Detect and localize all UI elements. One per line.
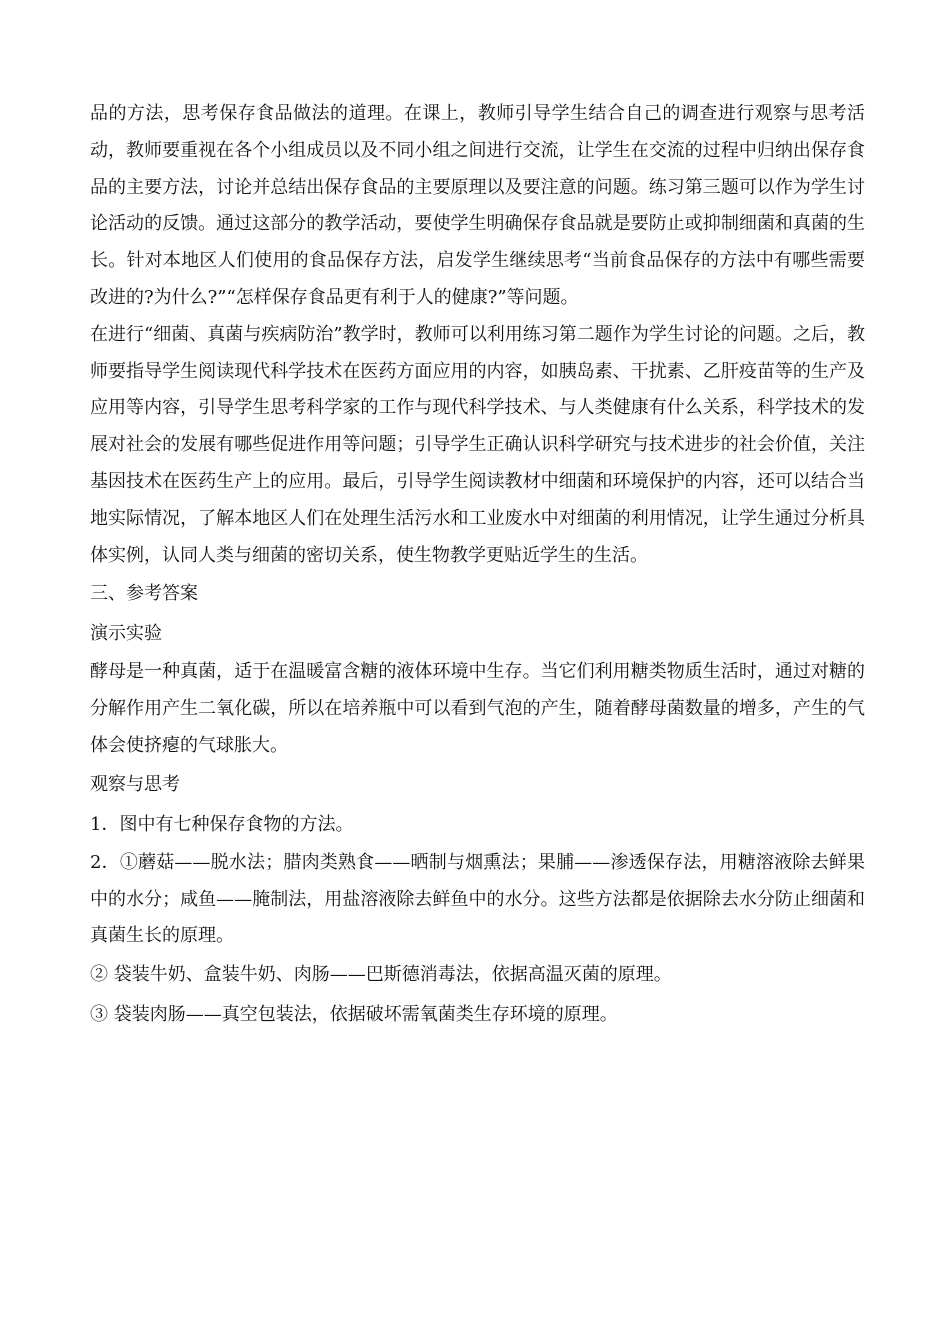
document-body [90, 96, 865, 1035]
answer-item-2-circle-3: ③ 袋装肉肠——真空包装法，依据破坏需氧菌类生存环境的原理。 [90, 1004, 618, 1026]
subheading-observe-and-think: 观察与思考 [90, 773, 180, 795]
section-heading-reference-answers: 三、参考答案 [90, 583, 198, 605]
paragraph-yeast-explanation: 酵母是一种真菌，适于在温暖富含糖的液体环境中生存。当它们利用糖类物质生活时，通过对糖的分解作用产生二氧化碳，所以在培养瓶中可以看到气泡的产生，随着酵母菌数量的增多，产生的气体会使挤瘪的气球胀大。 [90, 661, 865, 756]
answer-item-2: 2．①蘑菇——脱水法；腊肉类熟食——晒制与烟熏法；果脯——渗透保存法，用糖溶液除去鲜果中的水分；咸鱼——腌制法，用盐溶液除去鲜鱼中的水分。这些方法都是依据除去水分防止细菌和真菌生长的原理。 [90, 851, 865, 947]
paragraph-disease-prevention-teaching: 在进行“细菌、真菌与疾病防治”教学时，教师可以利用练习第二题作为学生讨论的问题。之后，教师要指导学生阅读现代科学技术在医药方面应用的内容，如胰岛素、干扰素、乙肝疫苗等的生产及应用等内容，引导学生思考科学家的工作与现代科学技术、与人类健康有什么关系，科学技术的发展对社会的发展有哪些促进作用等问题；引导学生正确认识科学研究与技术进步的社会价值，关注基因技术在医药生产上的应用。最后，引导学生阅读教材中细菌和环境保护的内容，还可以结合当地实际情况，了解本地区人们在处理生活污水和工业废水中对细菌的利用情况，让学生通过分析具体实例，认同人类与细菌的密切关系，使生物教学更贴近学生的生活。 [90, 323, 865, 566]
paragraph-food-preservation-teaching: 品的方法，思考保存食品做法的道理。在课上，教师引导学生结合自己的调查进行观察与思考活动，教师要重视在各个小组成员以及不同小组之间进行交流，让学生在交流的过程中归纳出保存食品的主要方法，讨论并总结出保存食品的主要原理以及要注意的问题。练习第三题可以作为学生讨论活动的反馈。通过这部分的教学活动，要使学生明确保存食品就是要防止或抑制细菌和真菌的生长。针对本地区人们使用的食品保存方法，启发学生继续思考“当前食品保存的方法中有哪些需要改进的?为什么?”“怎样保存食品更有利于人的健康?”等问题。 [90, 103, 865, 308]
subheading-demonstration-experiment: 演示实验 [90, 623, 162, 645]
answer-item-2-circle-2: ② 袋装牛奶、盒装牛奶、肉肠——巴斯德消毒法，依据高温灭菌的原理。 [90, 964, 672, 986]
answer-item-1: 1．图中有七种保存食物的方法。 [90, 813, 354, 835]
